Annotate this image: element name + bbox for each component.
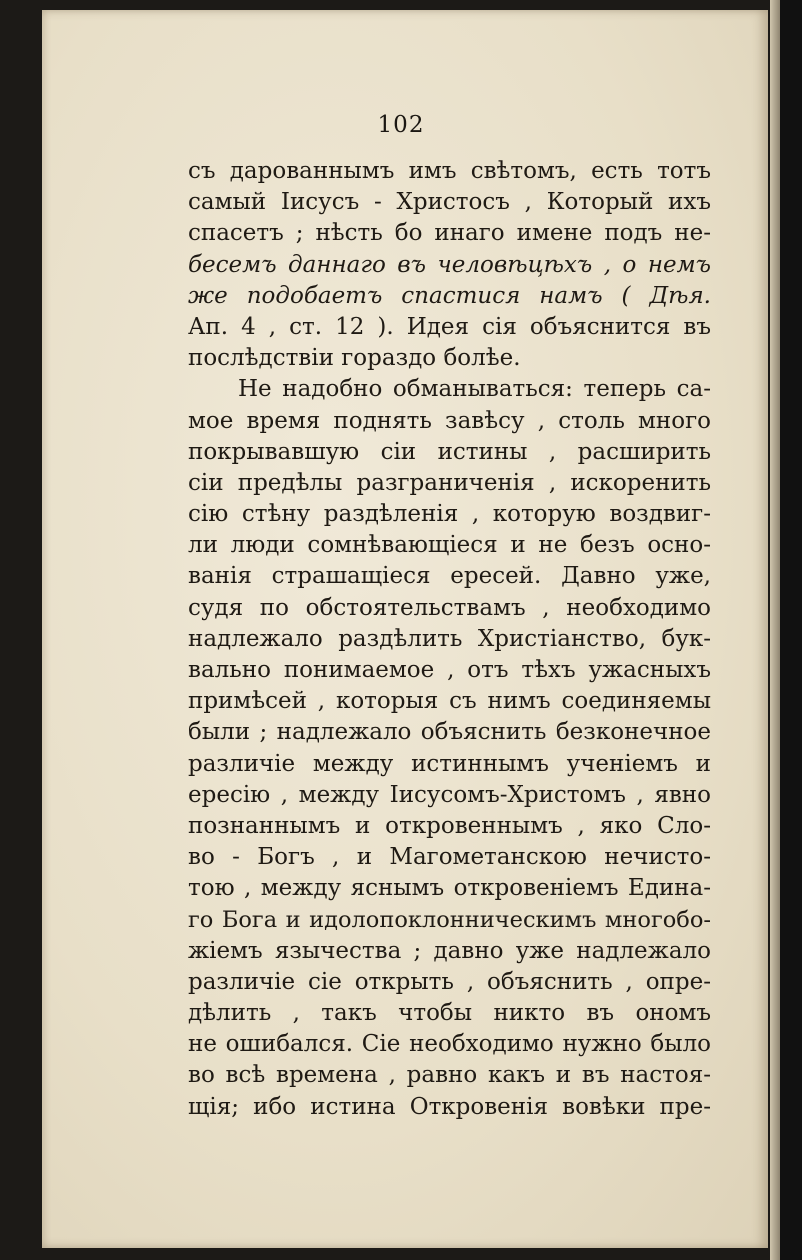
text-line: судя по обстоятельствамъ , необходимо (188, 594, 711, 621)
text-line: съ дарованнымъ имъ свѣтомъ, есть тотъ (188, 158, 711, 184)
text-line: сію стѣну раздѣленія , которую воздвиг- (188, 501, 711, 528)
text-line: самый Іисусъ - Христосъ , Который ихъ (188, 189, 711, 216)
text-line: познаннымъ и откровеннымъ , яко Сло- (188, 812, 711, 839)
text-line: Не надобно обманываться: теперь са- (238, 376, 711, 403)
text-line: надлежало раздѣлить Христіанство, бук- (188, 625, 711, 652)
page-number: 102 (377, 112, 425, 138)
text-line: различіе между истиннымъ ученіемъ и (188, 750, 711, 777)
page-edge (770, 0, 780, 1260)
text-line: сіи предѣлы разграниченія , искоренить (188, 469, 711, 496)
text-line: послѣдствіи гораздо болѣе. (188, 345, 521, 372)
text-line: покрывавшую сіи истины , расширить (188, 438, 711, 465)
text-line: различіе сіе открыть , объяснить , опре- (188, 968, 711, 995)
text-line: во всѣ времена , равно какъ и въ настоя- (188, 1062, 711, 1089)
text-line: же подобаетъ спастися намъ ( Дѣя. (188, 282, 711, 309)
text-line: го Бога и идолопоклонническимъ многобо- (188, 906, 711, 933)
text-line: жіемъ язычества ; давно уже надлежало (188, 937, 711, 964)
text-line: ли люди сомнѣвающіеся и не безъ осно- (188, 532, 711, 559)
text-line: тою , между яснымъ откровеніемъ Едина- (188, 875, 711, 902)
text-line: щія; ибо истина Откровенія вовѣки пре- (188, 1093, 711, 1120)
text-line: ересію , между Іисусомъ-Христомъ , явно (188, 781, 711, 808)
text-line: во - Богъ , и Магометанскою нечисто- (188, 844, 711, 871)
text-line: ванія страшащіеся ересей. Давно уже, (188, 563, 711, 590)
text-line: были ; надлежало объяснить безконечное (188, 719, 711, 746)
text-line: мое время поднять завѣсу , столь много (188, 407, 711, 434)
text-line: Ап. 4 , ст. 12 ). Идея сія объяснится въ (188, 313, 711, 340)
text-line: спасетъ ; нѣсть бо инаго имене подъ не- (188, 220, 711, 247)
text-line: примѣсей , которыя съ нимъ соединяемы (188, 688, 711, 715)
text-line: вально понимаемое , отъ тѣхъ ужасныхъ (188, 657, 711, 683)
body-text (188, 156, 711, 1123)
text-line: не ошибался. Сіе необходимо нужно было (188, 1031, 711, 1058)
text-line: дѣлить , такъ чтобы никто въ ономъ (188, 1000, 711, 1027)
scan-background-edge (780, 0, 802, 1260)
text-line: бесемъ даннаго въ человѣцѣхъ , о немъ (188, 251, 711, 278)
